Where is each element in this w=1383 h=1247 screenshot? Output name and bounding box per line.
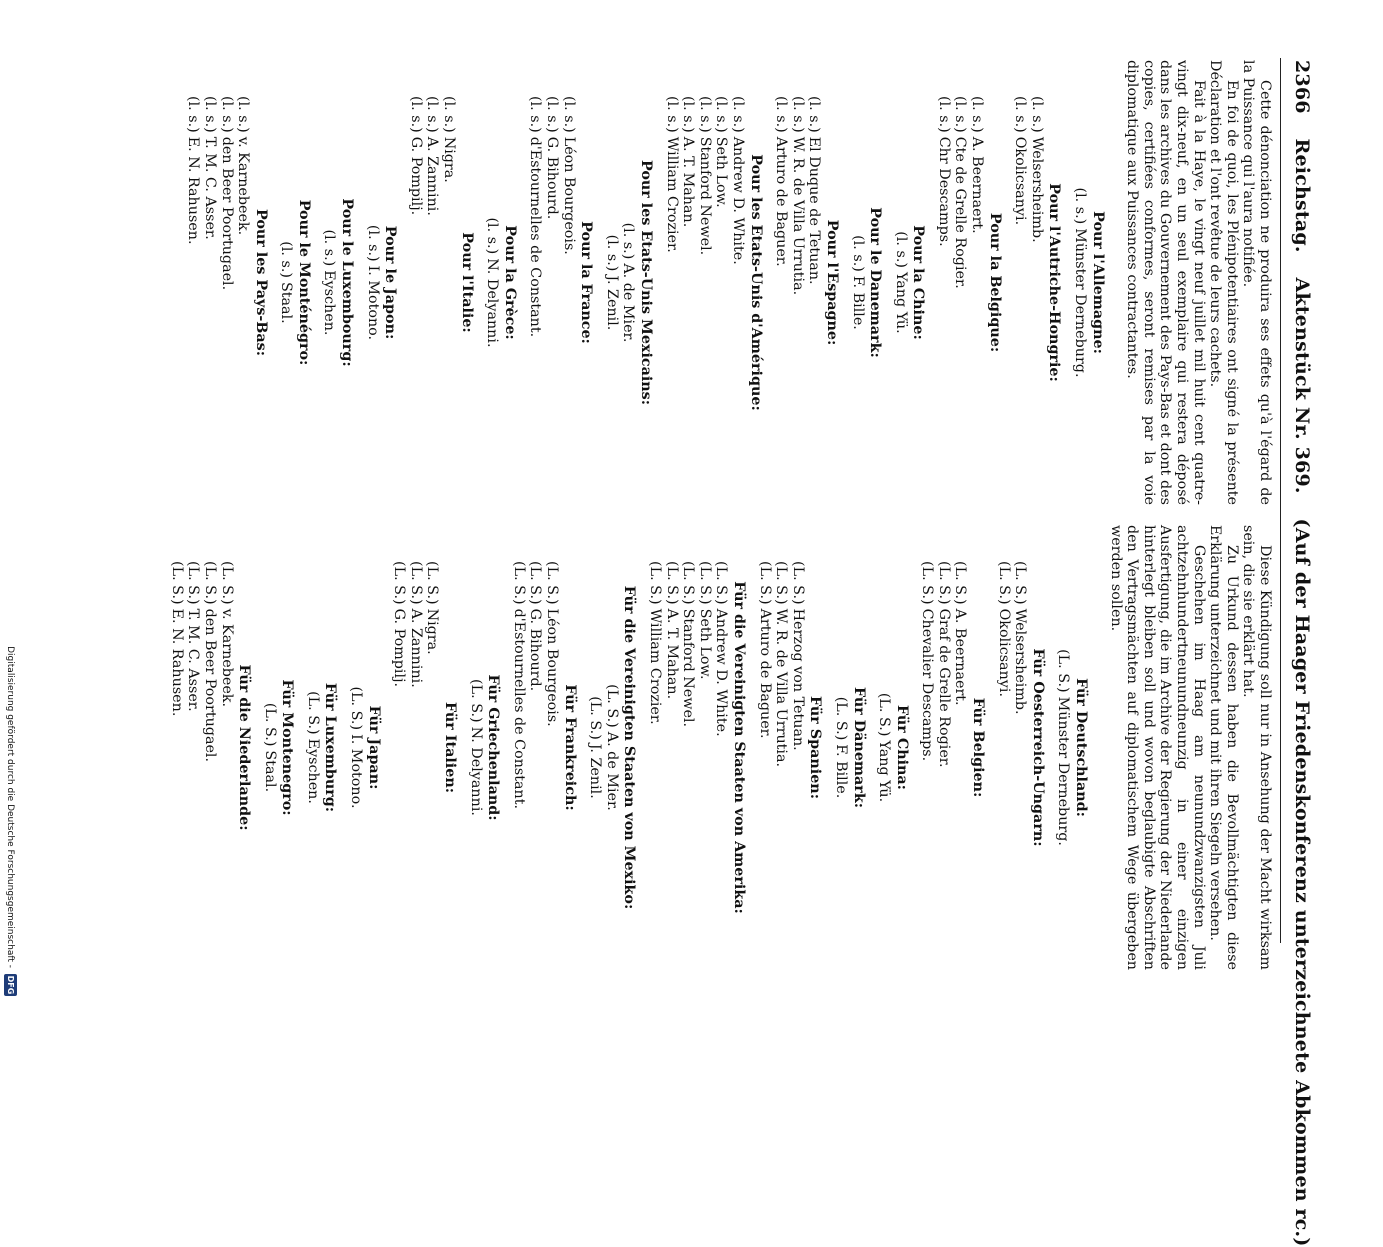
- footer-text: Digitalisierung gefördert durch die Deutsche Forschungsgemeinschaft -: [5, 646, 15, 968]
- german-column: [168, 525, 1273, 970]
- signature-heading: Pour les Etats-Unis d'Amérique:: [747, 154, 764, 411]
- signatory-name: Andrew D. White.: [729, 136, 746, 265]
- signatory-name: Stanford Newel.: [680, 608, 697, 728]
- signature-heading: Für Italien:: [442, 702, 459, 793]
- signatory-line: [391, 525, 408, 970]
- signatory-name: N. Delyanni.: [467, 726, 484, 816]
- signatory-name: William Crozier.: [647, 608, 663, 725]
- seal-mark: (l. s.): [729, 96, 746, 133]
- signature-group: [364, 60, 398, 505]
- signature-group: [1071, 60, 1105, 505]
- signature-group: [407, 60, 474, 505]
- signature-heading: Pour la France:: [578, 221, 595, 344]
- signatory-name: Yang Yü.: [876, 740, 893, 803]
- german-signatures: [168, 525, 1089, 970]
- signature-heading: Für Oesterreich-Ungarn:: [1029, 648, 1046, 847]
- signatory-line: [348, 525, 365, 970]
- signatory-name: d'Estournelles de Constant.: [510, 608, 527, 809]
- signature-heading: Für die Vereinigten Staaten von Amerika:: [730, 581, 747, 914]
- signature-heading: Pour les Pays-Bas:: [252, 209, 269, 356]
- signatory-line: [952, 525, 969, 970]
- signatory-line: [773, 60, 790, 505]
- signatory-line: [713, 60, 730, 505]
- seal-mark: (L. S.): [544, 561, 561, 605]
- signature-heading: Pour le Monténégro:: [295, 199, 312, 366]
- signatory-name: Arturo de Baguer.: [773, 136, 790, 267]
- signatory-line: [261, 525, 278, 970]
- signature-heading: Pour les Etats-Unis Mexicains:: [638, 159, 654, 406]
- signatory-line: [663, 525, 680, 970]
- signatory-name: I. Motono.: [364, 265, 381, 341]
- seal-mark: (L. S.): [919, 561, 936, 605]
- signatory-line: [773, 525, 790, 970]
- signatory-name: A. de Mier.: [620, 263, 637, 343]
- signatory-name: Seth Low.: [713, 136, 730, 208]
- seal-mark: (l. s.): [696, 96, 713, 133]
- signature-group: [587, 525, 638, 970]
- signature-group: [876, 525, 910, 970]
- signatory-name: G. Pompilj.: [407, 136, 424, 216]
- seal-mark: (l. s.): [892, 231, 909, 268]
- signatory-line: [1012, 525, 1029, 970]
- signatory-line: [603, 60, 620, 505]
- seal-mark: (L. S.): [680, 561, 697, 605]
- signatory-name: G. Bihourd.: [544, 136, 561, 220]
- signatory-name: Arturo de Baguer.: [756, 608, 773, 739]
- signature-heading: Für die Niederlande:: [236, 664, 253, 831]
- signatory-name: den Beer Poortugael.: [201, 608, 218, 763]
- signature-group: [527, 60, 594, 505]
- signature-heading: Pour l'Italie:: [458, 232, 475, 333]
- seal-mark: (L. S.): [789, 561, 806, 605]
- signature-heading: Pour l'Allemagne:: [1089, 211, 1106, 354]
- signature-group: [1055, 525, 1089, 970]
- signatory-name: Okolicsanyi.: [995, 608, 1012, 697]
- signatory-line: [304, 525, 321, 970]
- signature-heading: Pour la Belgique:: [986, 212, 1003, 353]
- seal-mark: (L. S.): [467, 679, 484, 723]
- signature-group: [603, 60, 654, 505]
- signature-group: [348, 525, 382, 970]
- seal-mark: (L. S.): [261, 702, 278, 747]
- signature-group: [467, 525, 501, 970]
- seal-mark: (l. s.): [560, 96, 577, 133]
- seal-mark: (L. S.): [603, 684, 620, 728]
- seal-mark: (l. s.): [424, 96, 441, 133]
- signatory-line: [467, 525, 484, 970]
- seal-mark: (L. S.): [647, 561, 663, 605]
- signatory-name: G. Pompilj.: [391, 608, 408, 688]
- signatory-line: [484, 60, 501, 505]
- signatory-name: den Beer Poortugael.: [218, 136, 235, 291]
- signatory-name: A. T. Mahan.: [680, 136, 697, 228]
- signatory-name: A. Beernaert.: [969, 136, 986, 234]
- signature-heading: Für Deutschland:: [1073, 678, 1090, 817]
- german-paragraph: Diese Kündigung soll nur in Ansehung der Macht wirksam sein, die sie erklärt hat.: [1240, 525, 1273, 970]
- seal-mark: (l. s.): [185, 96, 202, 133]
- signatory-name: Chevalier Descamps.: [919, 608, 936, 762]
- signatory-name: v. Karnebeek.: [218, 608, 235, 708]
- signature-group: [892, 60, 926, 505]
- seal-mark: (L. S.): [391, 561, 408, 605]
- signatory-name: Léon Bourgeois.: [560, 136, 577, 255]
- signatory-line: [185, 60, 202, 505]
- seal-mark: (L. S.): [587, 696, 604, 740]
- seal-mark: (l. s.): [407, 96, 424, 133]
- signatory-name: Staal.: [261, 750, 278, 793]
- signatory-line: [935, 60, 952, 505]
- seal-mark: (l. s.): [484, 217, 501, 255]
- signature-group: [995, 525, 1046, 970]
- seal-mark: (L. S.): [510, 561, 527, 605]
- signatory-line: [560, 60, 577, 505]
- seal-mark: (l. s.): [663, 96, 680, 133]
- signatory-line: [440, 60, 457, 505]
- signatory-name: F. Bille.: [849, 275, 866, 330]
- seal-mark: (L. S.): [185, 561, 202, 605]
- signatory-line: [201, 525, 218, 970]
- signatory-line: [168, 525, 185, 970]
- seal-mark: (l. s.): [278, 241, 295, 278]
- french-paragraph: Fait à la Haye, le vingt neuf juillet mil huit cent quatre-vingt dix-neuf, en un seul exemplaire qui restera déposé dans les archives du Gouvernement des Pays-Bas et dont des copies, certifiées conformes, seront remises par la voie diplomatique aux Puissances contractantes.: [1124, 60, 1207, 505]
- seal-mark: (L. S.): [952, 561, 969, 605]
- signature-heading: Für Frankreich:: [561, 684, 578, 811]
- french-signatures: [185, 60, 1106, 505]
- signatory-line: [364, 60, 381, 505]
- seal-mark: (L. S.): [218, 561, 235, 605]
- seal-mark: (l. s.): [1028, 96, 1045, 133]
- signatory-name: Chr Descamps.: [935, 136, 952, 247]
- seal-mark: (l. s.): [544, 96, 561, 133]
- seal-mark: (L. S.): [168, 561, 185, 605]
- seal-mark: (L. S.): [876, 692, 893, 737]
- signatory-name: El Duque de Tetuan.: [806, 136, 823, 285]
- signatory-line: [603, 525, 620, 970]
- seal-mark: (l. s.): [935, 96, 952, 133]
- seal-mark: (L. S.): [696, 561, 713, 605]
- signatory-name: T. M. C. Asser.: [201, 136, 218, 240]
- signatory-line: [713, 525, 730, 970]
- signature-group: [278, 60, 312, 505]
- seal-mark: (l. s.): [789, 96, 806, 133]
- signature-heading: Für Griechenland:: [485, 674, 502, 821]
- signatory-line: [789, 60, 806, 505]
- signatory-line: [919, 525, 936, 970]
- signatory-line: [201, 60, 218, 505]
- signature-group: [168, 525, 252, 970]
- signature-heading: Für Dänemark:: [850, 686, 867, 809]
- signatory-line: [935, 525, 952, 970]
- signatory-line: [620, 60, 637, 505]
- signatory-line: [407, 60, 424, 505]
- signature-heading: Pour l'Espagne:: [823, 219, 840, 346]
- seal-mark: (l. s.): [603, 234, 620, 272]
- signatory-line: [806, 60, 823, 505]
- german-paragraph: Geschehen im Haag am neunundzwanzigsten Juli achtzehnhundertneunundneunzig in einer einzigen Ausfertigung, die im Archive der Regierung der Niederlande hinterlegt bleiben soll und wovon beglaubigte Abschriften den Vertragsmächten auf diplomatischem Wege übergeben werden sollen.: [1107, 525, 1207, 970]
- signatory-line: [407, 525, 424, 970]
- signatory-name: Eyschen.: [304, 738, 321, 804]
- signature-heading: Für die Vereinigten Staaten von Mexiko:: [621, 585, 638, 910]
- signatory-name: N. Delyanni.: [484, 258, 501, 348]
- signatory-line: [1071, 60, 1088, 505]
- seal-mark: (l. s.): [1012, 96, 1029, 133]
- signatory-name: Münster Derneburg.: [1055, 696, 1072, 846]
- seal-mark: (l. s.): [441, 96, 458, 133]
- signatory-line: [424, 60, 441, 505]
- signature-heading: Pour le Luxembourg:: [339, 198, 356, 367]
- signature-heading: Für China:: [893, 705, 910, 790]
- signatory-line: [849, 60, 866, 505]
- signatory-name: E. N. Rahusen.: [185, 136, 202, 245]
- signatory-name: E. N. Rahusen.: [168, 608, 185, 717]
- signature-heading: Für Japan:: [365, 705, 382, 790]
- signature-group: [935, 60, 1002, 505]
- signatory-name: v. Karnebeek.: [235, 136, 252, 236]
- signature-group: [646, 525, 747, 970]
- signatory-name: Nigra.: [441, 136, 458, 183]
- signatory-name: Herzog von Tetuan.: [789, 608, 806, 751]
- seal-mark: (L. S.): [1012, 561, 1029, 605]
- signatory-name: G. Bihourd.: [527, 608, 544, 692]
- signatory-name: Cte de Grelle Rogier.: [952, 136, 969, 289]
- signature-heading: Für Luxemburg:: [322, 682, 339, 813]
- seal-mark: (l. s.): [321, 229, 338, 267]
- signatory-name: F. Bille.: [832, 744, 849, 799]
- french-column: [185, 60, 1273, 505]
- seal-mark: (l. s.): [773, 96, 790, 133]
- signatory-line: [185, 525, 202, 970]
- signatory-line: [321, 60, 338, 505]
- signature-group: [391, 525, 458, 970]
- seal-mark: (l. s.): [680, 96, 697, 133]
- signatory-name: Seth Low.: [696, 608, 713, 680]
- seal-mark: (l. s.): [969, 96, 986, 133]
- signatory-name: I. Motono.: [348, 734, 365, 809]
- seal-mark: (l. s.): [806, 96, 823, 133]
- signatory-line: [952, 60, 969, 505]
- header-rule: [1280, 58, 1281, 943]
- seal-mark: (L. S.): [713, 561, 730, 605]
- signatory-line: [1012, 60, 1029, 505]
- signatory-name: A. Zannini.: [424, 136, 441, 216]
- signature-heading: Pour la Grèce:: [501, 225, 518, 340]
- seal-mark: (L. S.): [1055, 649, 1072, 693]
- signatory-line: [663, 60, 680, 505]
- signature-group: [185, 60, 269, 505]
- signature-heading: Pour le Danemark:: [867, 207, 884, 358]
- signatory-name: A. T. Mahan.: [663, 608, 680, 700]
- signatory-line: [1055, 525, 1072, 970]
- signatory-line: [218, 60, 235, 505]
- signatory-name: Münster Derneburg.: [1072, 228, 1089, 378]
- seal-mark: (L. S.): [756, 561, 773, 605]
- signature-heading: Für Spanien:: [807, 696, 824, 799]
- signatory-line: [892, 60, 909, 505]
- dfg-logo: DFG: [6, 975, 15, 995]
- signatory-line: [587, 525, 604, 970]
- signatory-name: William Crozier.: [663, 136, 680, 253]
- seal-mark: (L. S.): [304, 691, 321, 735]
- signature-group: [304, 525, 338, 970]
- signatory-name: Stanford Newel.: [696, 136, 713, 256]
- signatory-line: [729, 60, 746, 505]
- seal-mark: (l. s.): [849, 235, 866, 272]
- seal-mark: (L. S.): [348, 686, 365, 731]
- seal-mark: (l. s.): [620, 222, 637, 260]
- seal-mark: (l. s.): [201, 96, 218, 133]
- signatory-name: Staal.: [278, 281, 295, 324]
- seal-mark: (L. S.): [832, 696, 849, 741]
- signature-group: [261, 525, 295, 970]
- signatory-name: Welsersheimb.: [1028, 136, 1045, 243]
- signature-group: [510, 525, 577, 970]
- signature-group: [832, 525, 866, 970]
- signature-group: [756, 525, 823, 970]
- german-paragraph: Zu Urkund dessen haben die Bevollmächtigten diese Erklärung unterzeichnet und mit ihren Siegeln versehen.: [1207, 525, 1240, 970]
- signatory-line: [278, 60, 295, 505]
- signatory-name: A. Beernaert.: [952, 608, 969, 706]
- seal-mark: (L. S.): [773, 561, 790, 605]
- french-paragraph: En foi de quoi, les Plénipotentiaires ont signé la présente Déclaration et l'ont revêtue de leurs cachets.: [1207, 60, 1240, 505]
- signature-group: [773, 60, 840, 505]
- signatory-name: Léon Bourgeois.: [544, 608, 561, 727]
- signatory-name: T. M. C. Asser.: [185, 608, 202, 712]
- signature-heading: Für Montenegro:: [279, 679, 296, 816]
- header-section: Reichstag.: [1291, 138, 1313, 253]
- signatory-line: [527, 60, 544, 505]
- seal-mark: (L. S.): [424, 561, 441, 605]
- seal-mark: (L. S.): [527, 561, 544, 605]
- page-number: 2366: [1291, 60, 1313, 114]
- signatory-line: [235, 60, 252, 505]
- seal-mark: (l. s.): [1072, 187, 1089, 225]
- signatory-name: A. Zannini.: [407, 608, 424, 688]
- signature-heading: Pour la Chine:: [910, 225, 927, 340]
- signatory-name: Okolicsanyi.: [1012, 136, 1029, 226]
- signatory-line: [789, 525, 806, 970]
- seal-mark: (L. S.): [995, 561, 1012, 605]
- signature-heading: Pour l'Autriche-Hongrie:: [1046, 183, 1063, 382]
- french-paragraph: Cette dénonciation ne produira ses effets qu'à l'égard de la Puissance qui l'aura notifiée.: [1240, 60, 1273, 505]
- signatory-name: A. de Mier.: [603, 731, 620, 811]
- seal-mark: (L. S.): [663, 561, 680, 605]
- signatory-name: Yang Yü.: [892, 271, 909, 334]
- signatory-name: J. Zenil.: [603, 275, 620, 331]
- seal-mark: (l. s.): [713, 96, 730, 133]
- signature-group: [1012, 60, 1063, 505]
- signatory-name: d'Estournelles de Constant.: [527, 136, 544, 338]
- seal-mark: (L. S.): [935, 561, 952, 605]
- seal-mark: (l. s.): [527, 96, 544, 133]
- header-title: (Auf der Haager Friedenskonferenz unterzeichnete Abkommen rc.): [1291, 518, 1313, 1247]
- signatory-name: J. Zenil.: [587, 743, 604, 799]
- signatory-line: [527, 525, 544, 970]
- signature-group: [663, 60, 764, 505]
- signatory-name: Andrew D. White.: [713, 608, 730, 737]
- seal-mark: (L. S.): [201, 561, 218, 605]
- signatory-line: [218, 525, 235, 970]
- signatory-line: [543, 60, 560, 505]
- seal-mark: (l. s.): [218, 96, 235, 133]
- signatory-line: [832, 525, 849, 970]
- seal-mark: (l. s.): [235, 96, 252, 133]
- signatory-line: [756, 525, 773, 970]
- signatory-line: [646, 525, 663, 970]
- signature-group: [849, 60, 883, 505]
- signatory-line: [995, 525, 1012, 970]
- signature-group: [919, 525, 986, 970]
- signatory-line: [543, 525, 560, 970]
- seal-mark: (l. s.): [952, 96, 969, 133]
- seal-mark: (L. S.): [407, 561, 424, 605]
- signatory-line: [680, 525, 697, 970]
- signature-group: [321, 60, 355, 505]
- signatory-line: [696, 525, 713, 970]
- page-header: [1291, 60, 1313, 1247]
- signatory-line: [424, 525, 441, 970]
- signature-group: [484, 60, 518, 505]
- signature-heading: Für Belgien:: [970, 697, 987, 798]
- signatory-name: Nigra.: [424, 608, 441, 655]
- header-document: Aktenstück Nr. 369.: [1291, 277, 1313, 494]
- seal-mark: (l. s.): [364, 224, 381, 262]
- signatory-line: [696, 60, 713, 505]
- signatory-line: [1028, 60, 1045, 505]
- digitization-footer: [3, 0, 15, 1000]
- signatory-line: [876, 525, 893, 970]
- signatory-line: [680, 60, 697, 505]
- signatory-line: [969, 60, 986, 505]
- signatory-name: W. R. de Villa Urrutia.: [789, 136, 806, 296]
- signatory-line: [510, 525, 527, 970]
- signatory-name: Eyschen.: [321, 270, 338, 336]
- signatory-name: W. R. de Villa Urrutia.: [773, 608, 790, 768]
- signature-heading: Pour le Japon:: [382, 225, 399, 340]
- signatory-name: Welsersheimb.: [1012, 608, 1029, 715]
- signatory-name: Graf de Grelle Rogier.: [935, 608, 952, 768]
